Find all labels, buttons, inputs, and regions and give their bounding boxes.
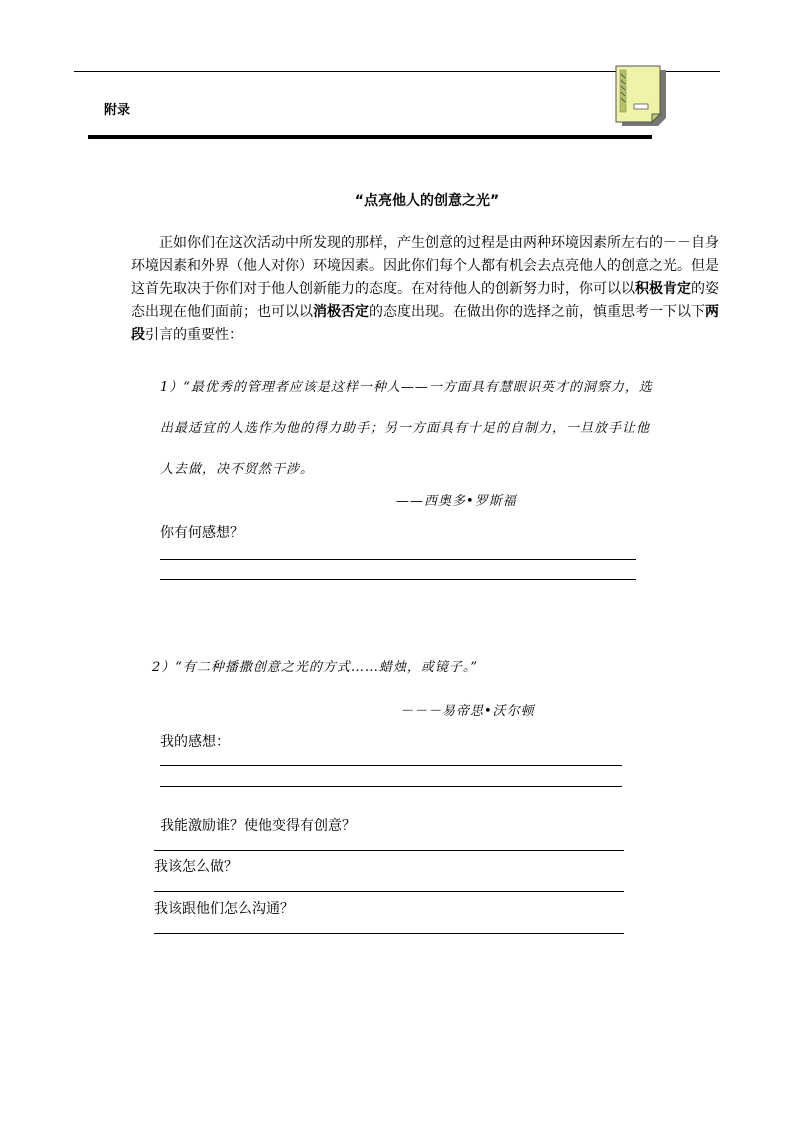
question-communicate: 我该跟他们怎么沟通？	[154, 901, 294, 917]
header-label: 附录	[104, 103, 131, 118]
quote-1-attribution: ——西奥多•罗斯福	[396, 494, 517, 509]
answer-line[interactable]	[160, 559, 636, 560]
header-thick-rule	[88, 135, 652, 139]
answer-line[interactable]	[160, 765, 622, 766]
answer-line[interactable]	[160, 579, 636, 580]
quote-1-line-2: 出最适宜的人选作为他的得力助手；另一方面具有十足的自制力，一旦放手让他	[160, 421, 651, 436]
page-title: “点亮他人的创意之光”	[354, 193, 500, 209]
intro-text-1: 正如你们在这次活动中所发现的那样，产生创意的过程是由两种环境因素所左右的－－自身环境因素和外界（他人对你）环境因素。因此你们每个人都有机会去点亮他人的创意之光。但是这首先取决于你们对于他人创新能力的态度。在对待他人的创新努力时，你可以以	[131, 235, 719, 297]
intro-text-4: 引言的重要性：	[145, 327, 243, 343]
quote-2-prompt: 我的感想：	[160, 734, 230, 750]
quote-2-attribution: －－－易帝思•沃尔顿	[400, 704, 535, 719]
answer-line[interactable]	[154, 891, 624, 892]
question-how: 我该怎么做？	[154, 859, 238, 875]
answer-line[interactable]	[160, 786, 622, 787]
quote-1-line-1: 1）“最优秀的管理者应该是这样一种人——一方面具有慧眼识英才的洞察力，选	[160, 380, 653, 395]
intro-bold-positive: 积极肯定	[635, 281, 691, 297]
quote-1-line-3: 人去做，决不贸然干涉。	[160, 462, 315, 477]
quote-1-prompt: 你有何感想？	[160, 525, 244, 541]
quote-1	[160, 367, 720, 490]
intro-bold-negative: 消极否定	[313, 304, 369, 320]
answer-line[interactable]	[154, 850, 624, 851]
notebook-icon	[614, 64, 670, 128]
intro-text-3: 的态度出现。在做出你的选择之前，慎重思考一下以下	[369, 304, 705, 320]
intro-bold-two: 两段	[131, 304, 719, 343]
quote-2: 2）“有二种播撒创意之光的方式……蜡烛，或镜子。”	[152, 660, 479, 675]
question-who: 我能激励谁？使他变得有创意？	[160, 818, 356, 834]
intro-paragraph	[131, 232, 719, 347]
intro-text-2: 的姿态出现在他们面前；也可以以	[131, 281, 719, 320]
answer-line[interactable]	[154, 933, 624, 934]
